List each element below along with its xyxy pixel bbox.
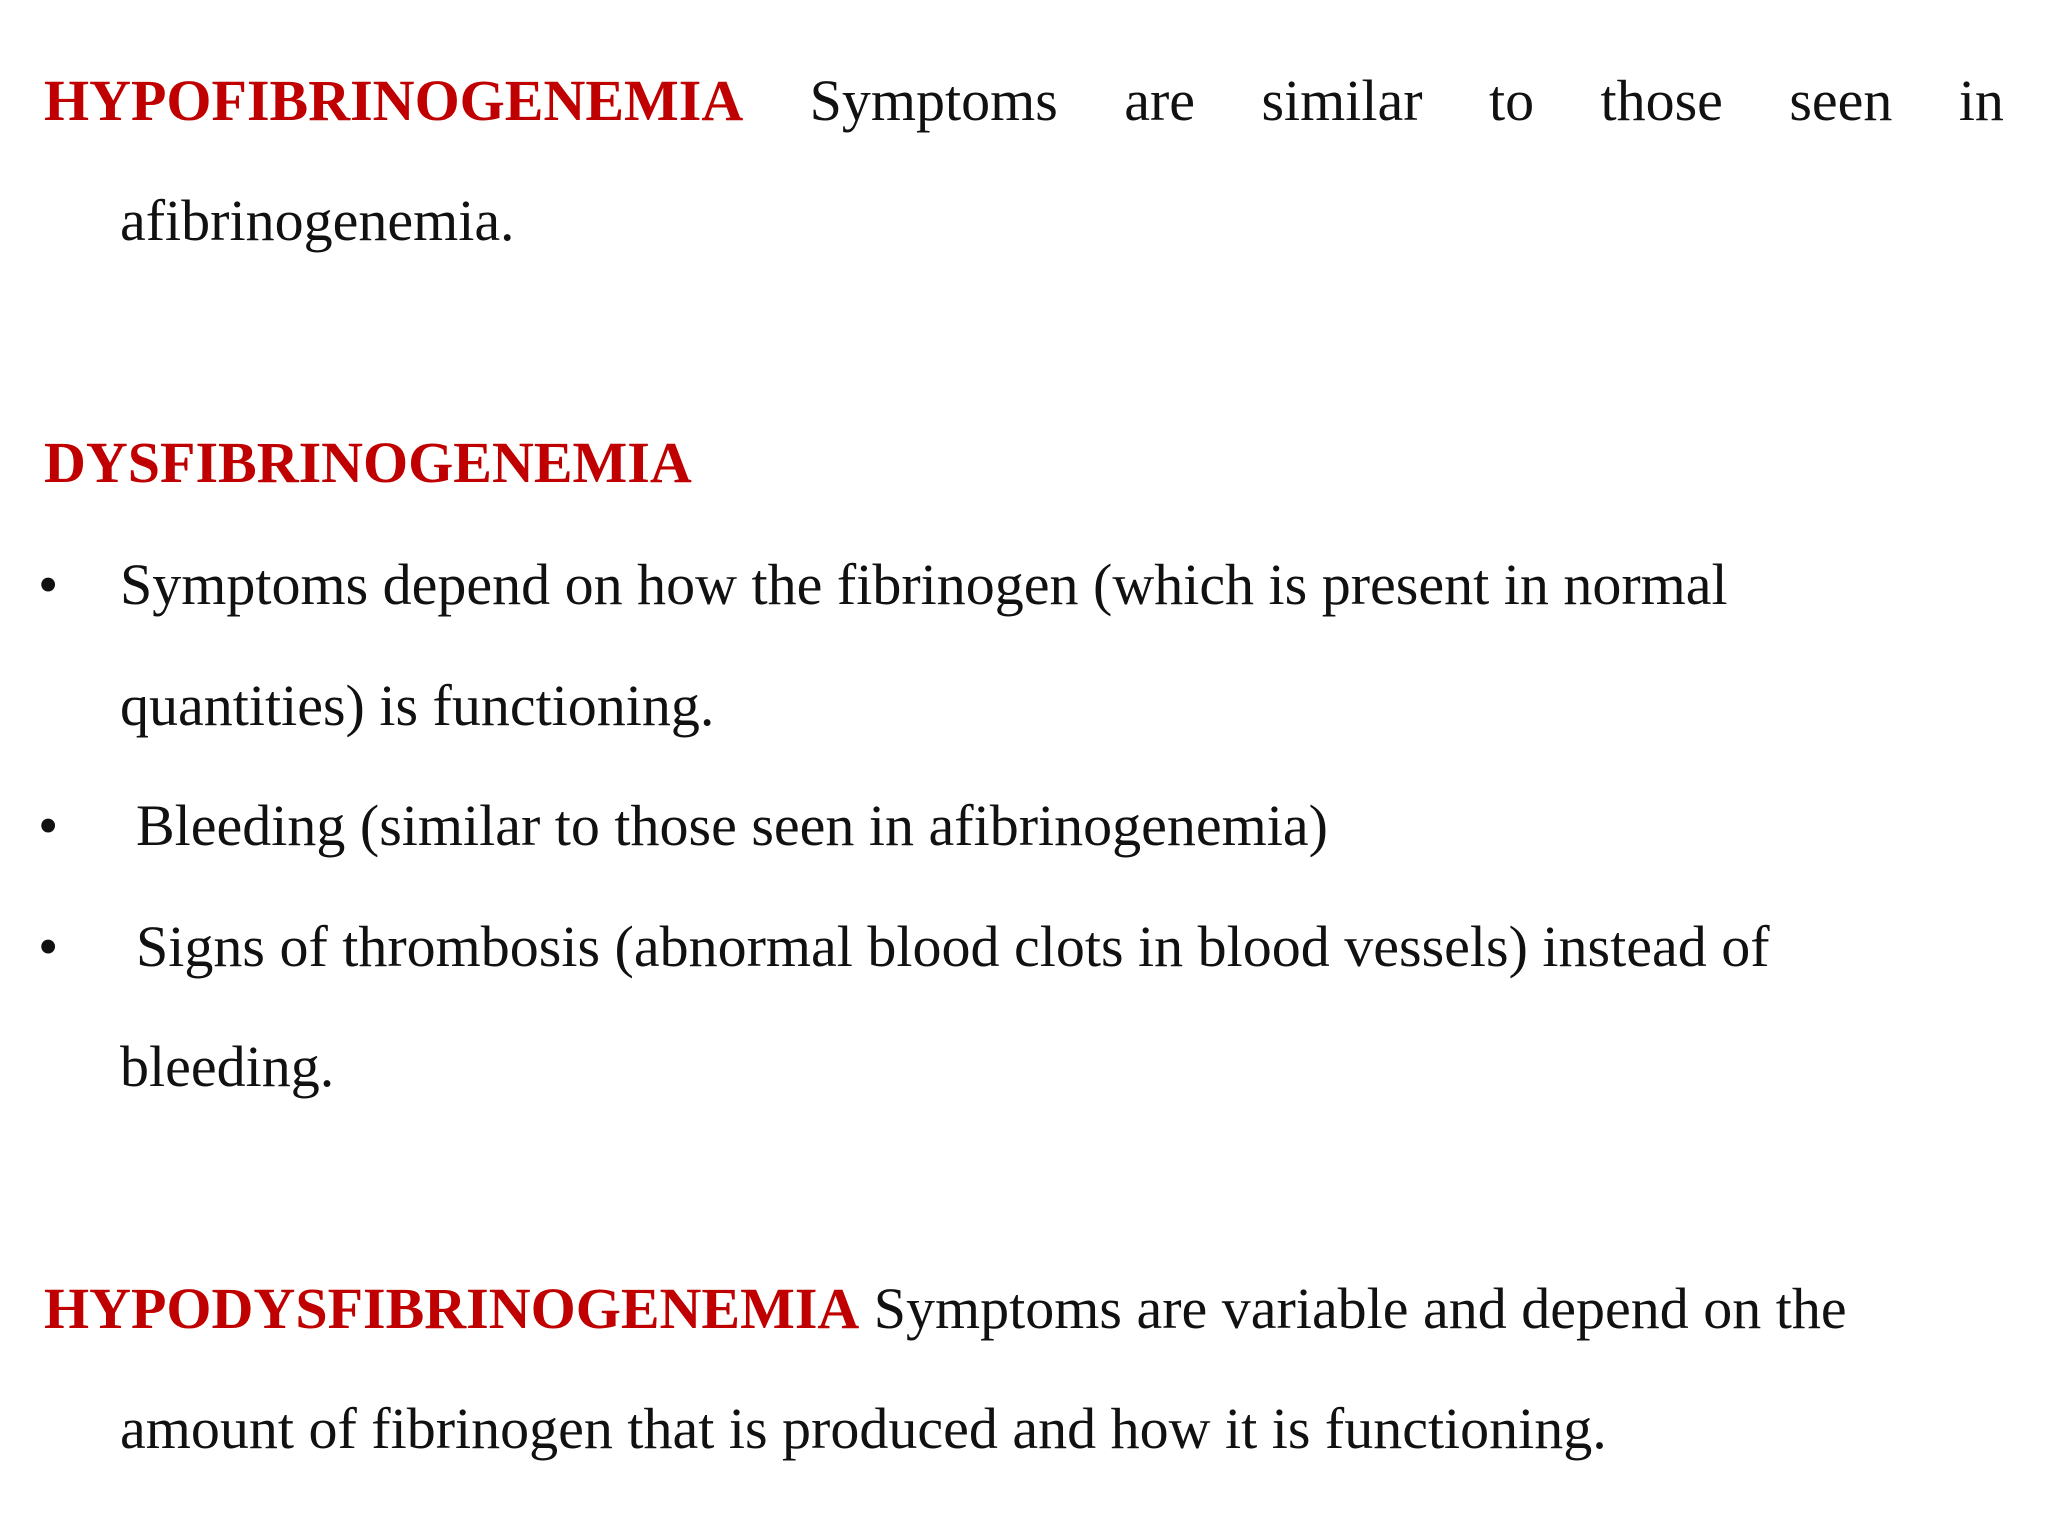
hypofibrinogenemia-paragraph-line-2: afibrinogenemia.	[120, 188, 515, 253]
bullet-icon: •	[38, 793, 59, 858]
word: those	[1600, 68, 1723, 133]
word: similar	[1261, 68, 1423, 133]
list-item-text: Bleeding (similar to those seen in afibrinogenemia)	[136, 793, 1328, 858]
paragraph-text: Symptoms are variable and depend on the	[873, 1276, 1847, 1341]
bullet-icon: •	[38, 914, 59, 979]
bullet-icon: •	[38, 552, 59, 617]
word: are	[1124, 68, 1196, 133]
word: in	[1958, 68, 2004, 133]
word: to	[1488, 68, 1535, 133]
list-item-text-continued: quantities) is functioning.	[120, 673, 715, 738]
word: seen	[1789, 68, 1893, 133]
dysfibrinogenemia-heading: DYSFIBRINOGENEMIA	[44, 430, 692, 495]
list-item-text: Symptoms depend on how the fibrinogen (which is present in normal	[120, 552, 1728, 617]
hypodysfibrinogenemia-paragraph-line-1	[44, 1274, 2048, 1344]
hypodysfibrinogenemia-term: HYPODYSFIBRINOGENEMIA	[44, 1276, 860, 1341]
list-item-text-continued: bleeding.	[120, 1034, 335, 1099]
word: Symptoms	[809, 68, 1058, 133]
hypofibrinogenemia-paragraph-line-1	[44, 66, 2004, 136]
hypofibrinogenemia-term: HYPOFIBRINOGENEMIA	[44, 68, 744, 133]
list-item-text: Signs of thrombosis (abnormal blood clots in blood vessels) instead of	[136, 914, 1770, 979]
hypodysfibrinogenemia-paragraph-line-2: amount of fibrinogen that is produced and how it is functioning.	[120, 1396, 1607, 1461]
